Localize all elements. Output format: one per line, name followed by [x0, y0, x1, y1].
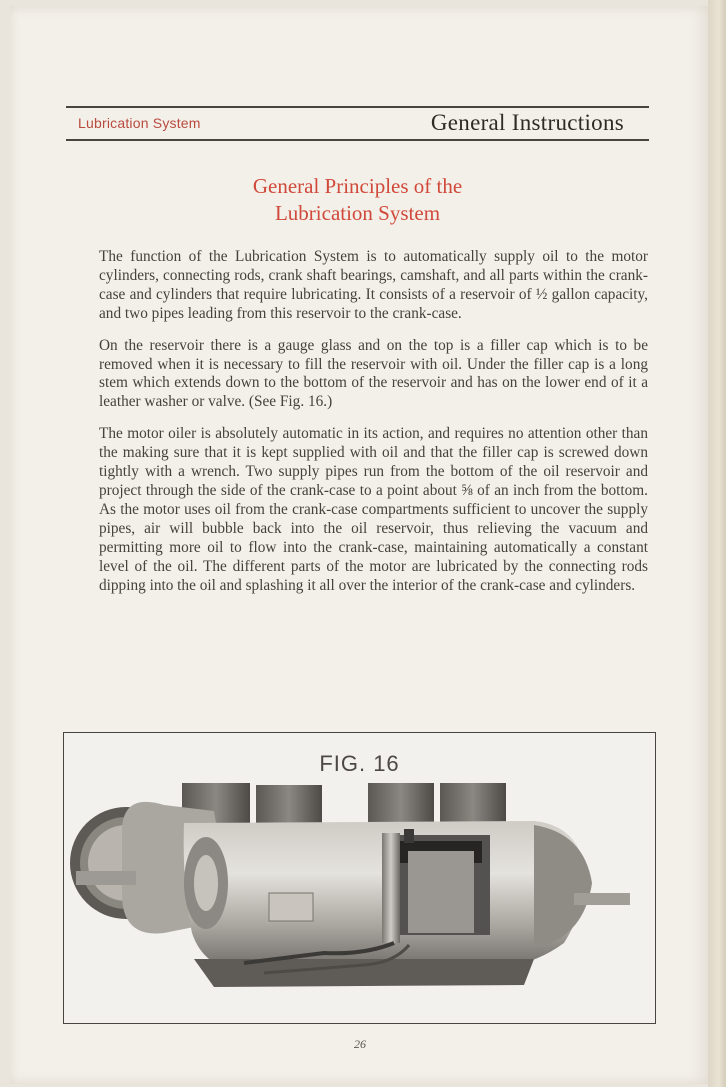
cylinder-4: [440, 783, 506, 825]
running-title: General Instructions: [430, 110, 624, 135]
figure-label: FIG. 16: [319, 751, 400, 776]
gauge-glass: [382, 833, 400, 943]
paragraph: The motor oiler is absolutely automatic in its action, and requires no attention other than the making sure that it is kept supplied with oil and that the filler cap is screwed down tightly with a wrench. Two supply pipes run from the bottom of the oil reservoir and project through the side of the crank-case to a point about ⅝ of an inch from the bottom. As the motor uses oil from the crank-case compartments sufficient to uncover the supply pipes, air will bubble back into the oil reservoir, thus relieving the vacuum and permitting more oil to flow into the crank-case, maintaining automatically a constant level of the oil. The different parts of the motor are lubricated by the connecting rods dipping into the oil and splashing it all over the interior of the crank-case and cylinders.: [99, 425, 648, 594]
filler-cap: [404, 829, 414, 843]
article-title-line2: Lubrication System: [274, 201, 441, 225]
cylinder-2: [256, 785, 322, 825]
article-title-line1: General Principles of the: [252, 174, 463, 198]
section-header: Lubrication System: [78, 115, 201, 131]
crank-shaft-rear: [574, 893, 630, 905]
cylinder-3: [368, 783, 434, 825]
crank-shaft-front: [76, 871, 136, 885]
book-page: [10, 6, 710, 1084]
figure-16: [63, 732, 656, 1024]
book-edge: [708, 0, 726, 1087]
article-body: [99, 248, 648, 608]
article-title: [66, 173, 649, 227]
page-number: 26: [354, 1037, 366, 1051]
header-rule-bottom: [66, 139, 649, 141]
rear-housing: [534, 825, 592, 948]
paragraph: The function of the Lubrication System is to automatically supply oil to the motor cylinders, connecting rods, crank shaft bearings, camshaft, and all parts within the crank-case and cylinders that require lubricating. It consists of a reservoir of ½ gallon capacity, and two pipes leading from this reservoir to the crank-case.: [99, 248, 648, 322]
paragraph: On the reservoir there is a gauge glass and on the top is a filler cap which is to be removed when it is necessary to fill the reservoir with oil. Under the filler cap is a long stem which extends down to the bottom of the reservoir and has on the lower end of it a leather washer or valve. (See Fig. 16.): [99, 336, 648, 411]
header-rule-top: [66, 106, 649, 108]
